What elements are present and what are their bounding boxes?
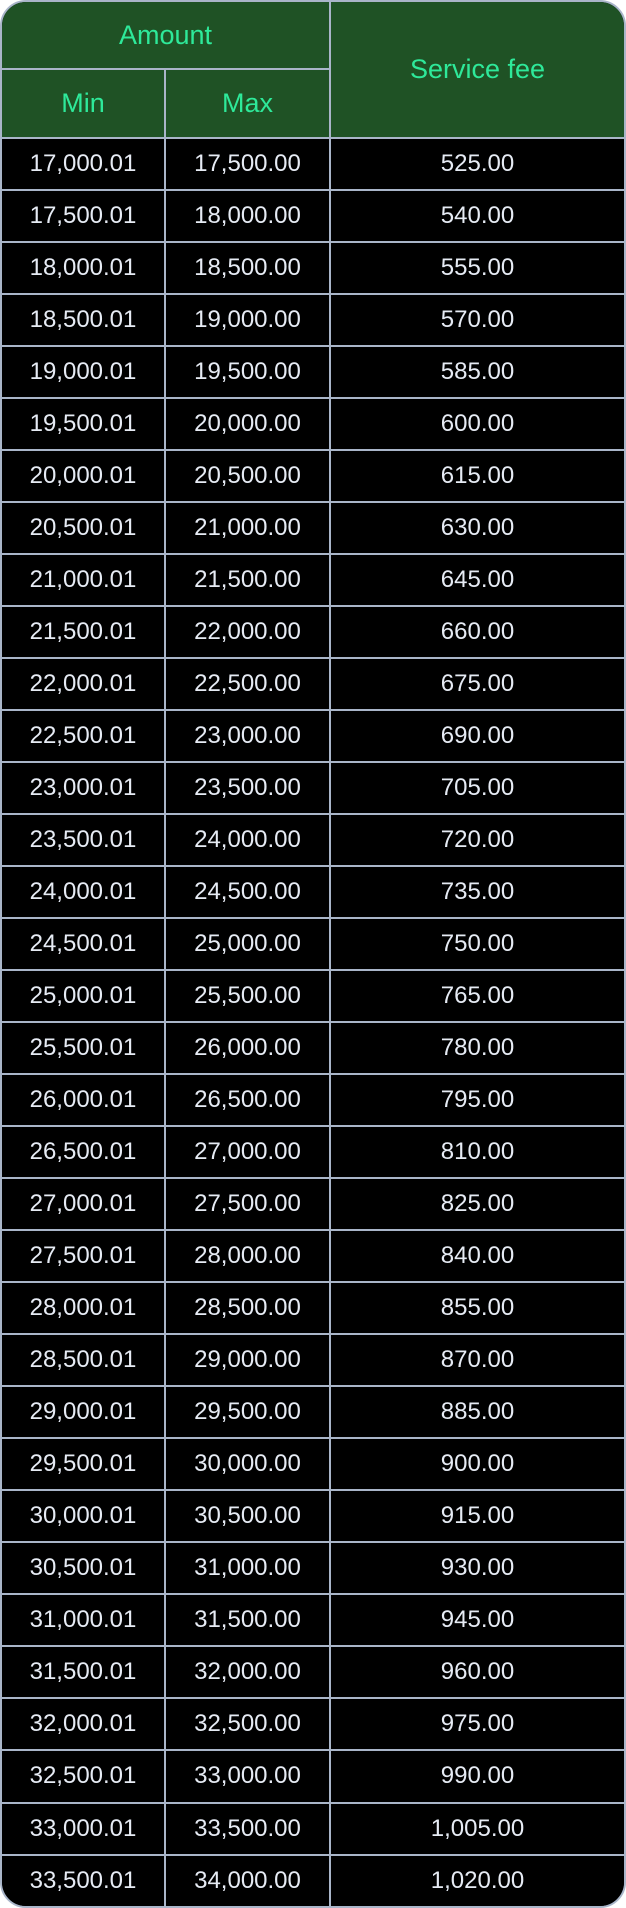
max-amount-cell: 27,000.00: [165, 1126, 330, 1178]
min-amount-cell: 26,500.01: [2, 1126, 165, 1178]
max-amount-cell: 30,500.00: [165, 1490, 330, 1542]
min-amount-cell: 27,000.01: [2, 1178, 165, 1230]
max-amount-cell: 20,000.00: [165, 398, 330, 450]
max-amount-cell: 28,000.00: [165, 1230, 330, 1282]
service-fee-cell: 885.00: [330, 1386, 624, 1438]
table-row: [2, 1022, 624, 1074]
min-amount-cell: 32,500.01: [2, 1750, 165, 1802]
max-amount-cell: 22,500.00: [165, 658, 330, 710]
max-header: Max: [165, 69, 330, 138]
table-row: [2, 1803, 624, 1855]
max-amount-cell: 27,500.00: [165, 1178, 330, 1230]
max-amount-cell: 23,500.00: [165, 762, 330, 814]
table-row: [2, 1698, 624, 1750]
service-fee-cell: 840.00: [330, 1230, 624, 1282]
min-amount-cell: 18,000.01: [2, 242, 165, 294]
service-fee-table: [2, 2, 624, 1906]
min-amount-cell: 27,500.01: [2, 1230, 165, 1282]
service-fee-cell: 630.00: [330, 502, 624, 554]
min-amount-cell: 26,000.01: [2, 1074, 165, 1126]
min-amount-cell: 17,000.01: [2, 138, 165, 190]
table-header: [2, 2, 624, 138]
amount-header: Amount: [2, 2, 330, 69]
service-fee-header: Service fee: [330, 2, 624, 138]
service-fee-cell: 990.00: [330, 1750, 624, 1802]
max-amount-cell: 32,000.00: [165, 1646, 330, 1698]
table-row: [2, 970, 624, 1022]
max-amount-cell: 26,000.00: [165, 1022, 330, 1074]
max-amount-cell: 19,500.00: [165, 346, 330, 398]
min-amount-cell: 29,500.01: [2, 1438, 165, 1490]
table-row: [2, 1855, 624, 1906]
max-amount-cell: 21,500.00: [165, 554, 330, 606]
table-row: [2, 866, 624, 918]
min-amount-cell: 32,000.01: [2, 1698, 165, 1750]
service-fee-cell: 855.00: [330, 1282, 624, 1334]
service-fee-cell: 1,005.00: [330, 1803, 624, 1855]
max-amount-cell: 17,500.00: [165, 138, 330, 190]
min-header: Min: [2, 69, 165, 138]
min-amount-cell: 23,000.01: [2, 762, 165, 814]
max-amount-cell: 21,000.00: [165, 502, 330, 554]
min-amount-cell: 31,000.01: [2, 1594, 165, 1646]
min-amount-cell: 18,500.01: [2, 294, 165, 346]
service-fee-cell: 720.00: [330, 814, 624, 866]
table-body: [2, 138, 624, 1906]
min-amount-cell: 22,500.01: [2, 710, 165, 762]
service-fee-cell: 870.00: [330, 1334, 624, 1386]
min-amount-cell: 19,500.01: [2, 398, 165, 450]
min-amount-cell: 33,000.01: [2, 1803, 165, 1855]
min-amount-cell: 22,000.01: [2, 658, 165, 710]
max-amount-cell: 23,000.00: [165, 710, 330, 762]
service-fee-cell: 615.00: [330, 450, 624, 502]
max-amount-cell: 31,000.00: [165, 1542, 330, 1594]
service-fee-cell: 645.00: [330, 554, 624, 606]
min-amount-cell: 24,000.01: [2, 866, 165, 918]
table-row: [2, 554, 624, 606]
service-fee-cell: 945.00: [330, 1594, 624, 1646]
max-amount-cell: 26,500.00: [165, 1074, 330, 1126]
table-row: [2, 1750, 624, 1802]
min-amount-cell: 25,500.01: [2, 1022, 165, 1074]
max-amount-cell: 25,000.00: [165, 918, 330, 970]
max-amount-cell: 29,000.00: [165, 1334, 330, 1386]
table-row: [2, 710, 624, 762]
min-amount-cell: 30,500.01: [2, 1542, 165, 1594]
service-fee-cell: 825.00: [330, 1178, 624, 1230]
max-amount-cell: 34,000.00: [165, 1855, 330, 1906]
table-row: [2, 814, 624, 866]
service-fee-cell: 525.00: [330, 138, 624, 190]
min-amount-cell: 23,500.01: [2, 814, 165, 866]
max-amount-cell: 25,500.00: [165, 970, 330, 1022]
service-fee-cell: 705.00: [330, 762, 624, 814]
min-amount-cell: 28,000.01: [2, 1282, 165, 1334]
max-amount-cell: 24,000.00: [165, 814, 330, 866]
table-row: [2, 502, 624, 554]
service-fee-cell: 660.00: [330, 606, 624, 658]
min-amount-cell: 28,500.01: [2, 1334, 165, 1386]
header-row-group: [2, 2, 624, 69]
min-amount-cell: 25,000.01: [2, 970, 165, 1022]
service-fee-cell: 975.00: [330, 1698, 624, 1750]
max-amount-cell: 32,500.00: [165, 1698, 330, 1750]
max-amount-cell: 18,000.00: [165, 190, 330, 242]
table-row: [2, 658, 624, 710]
min-amount-cell: 30,000.01: [2, 1490, 165, 1542]
table-row: [2, 398, 624, 450]
service-fee-cell: 540.00: [330, 190, 624, 242]
service-fee-cell: 690.00: [330, 710, 624, 762]
max-amount-cell: 33,000.00: [165, 1750, 330, 1802]
table-row: [2, 1074, 624, 1126]
min-amount-cell: 19,000.01: [2, 346, 165, 398]
service-fee-cell: 765.00: [330, 970, 624, 1022]
service-fee-cell: 795.00: [330, 1074, 624, 1126]
service-fee-cell: 930.00: [330, 1542, 624, 1594]
table-row: [2, 1490, 624, 1542]
min-amount-cell: 24,500.01: [2, 918, 165, 970]
min-amount-cell: 33,500.01: [2, 1855, 165, 1906]
table-row: [2, 138, 624, 190]
service-fee-cell: 585.00: [330, 346, 624, 398]
max-amount-cell: 20,500.00: [165, 450, 330, 502]
table-row: [2, 294, 624, 346]
table-row: [2, 1542, 624, 1594]
service-fee-cell: 750.00: [330, 918, 624, 970]
table-row: [2, 1282, 624, 1334]
service-fee-cell: 960.00: [330, 1646, 624, 1698]
service-fee-cell: 1,020.00: [330, 1855, 624, 1906]
table-row: [2, 1334, 624, 1386]
max-amount-cell: 19,000.00: [165, 294, 330, 346]
table-row: [2, 190, 624, 242]
table-row: [2, 606, 624, 658]
service-fee-cell: 735.00: [330, 866, 624, 918]
table-row: [2, 346, 624, 398]
service-fee-cell: 600.00: [330, 398, 624, 450]
table-row: [2, 1438, 624, 1490]
max-amount-cell: 29,500.00: [165, 1386, 330, 1438]
table-row: [2, 918, 624, 970]
table-row: [2, 1594, 624, 1646]
min-amount-cell: 31,500.01: [2, 1646, 165, 1698]
min-amount-cell: 17,500.01: [2, 190, 165, 242]
table-row: [2, 450, 624, 502]
max-amount-cell: 22,000.00: [165, 606, 330, 658]
service-fee-cell: 555.00: [330, 242, 624, 294]
service-fee-cell: 900.00: [330, 1438, 624, 1490]
table-row: [2, 1646, 624, 1698]
max-amount-cell: 18,500.00: [165, 242, 330, 294]
table-row: [2, 1126, 624, 1178]
service-fee-cell: 675.00: [330, 658, 624, 710]
min-amount-cell: 21,500.01: [2, 606, 165, 658]
min-amount-cell: 20,500.01: [2, 502, 165, 554]
max-amount-cell: 30,000.00: [165, 1438, 330, 1490]
service-fee-cell: 780.00: [330, 1022, 624, 1074]
table-row: [2, 1178, 624, 1230]
min-amount-cell: 29,000.01: [2, 1386, 165, 1438]
max-amount-cell: 24,500.00: [165, 866, 330, 918]
table-row: [2, 1230, 624, 1282]
service-fee-cell: 570.00: [330, 294, 624, 346]
table-row: [2, 1386, 624, 1438]
min-amount-cell: 21,000.01: [2, 554, 165, 606]
max-amount-cell: 28,500.00: [165, 1282, 330, 1334]
service-fee-cell: 915.00: [330, 1490, 624, 1542]
table-row: [2, 242, 624, 294]
table-row: [2, 762, 624, 814]
min-amount-cell: 20,000.01: [2, 450, 165, 502]
max-amount-cell: 33,500.00: [165, 1803, 330, 1855]
max-amount-cell: 31,500.00: [165, 1594, 330, 1646]
service-fee-cell: 810.00: [330, 1126, 624, 1178]
